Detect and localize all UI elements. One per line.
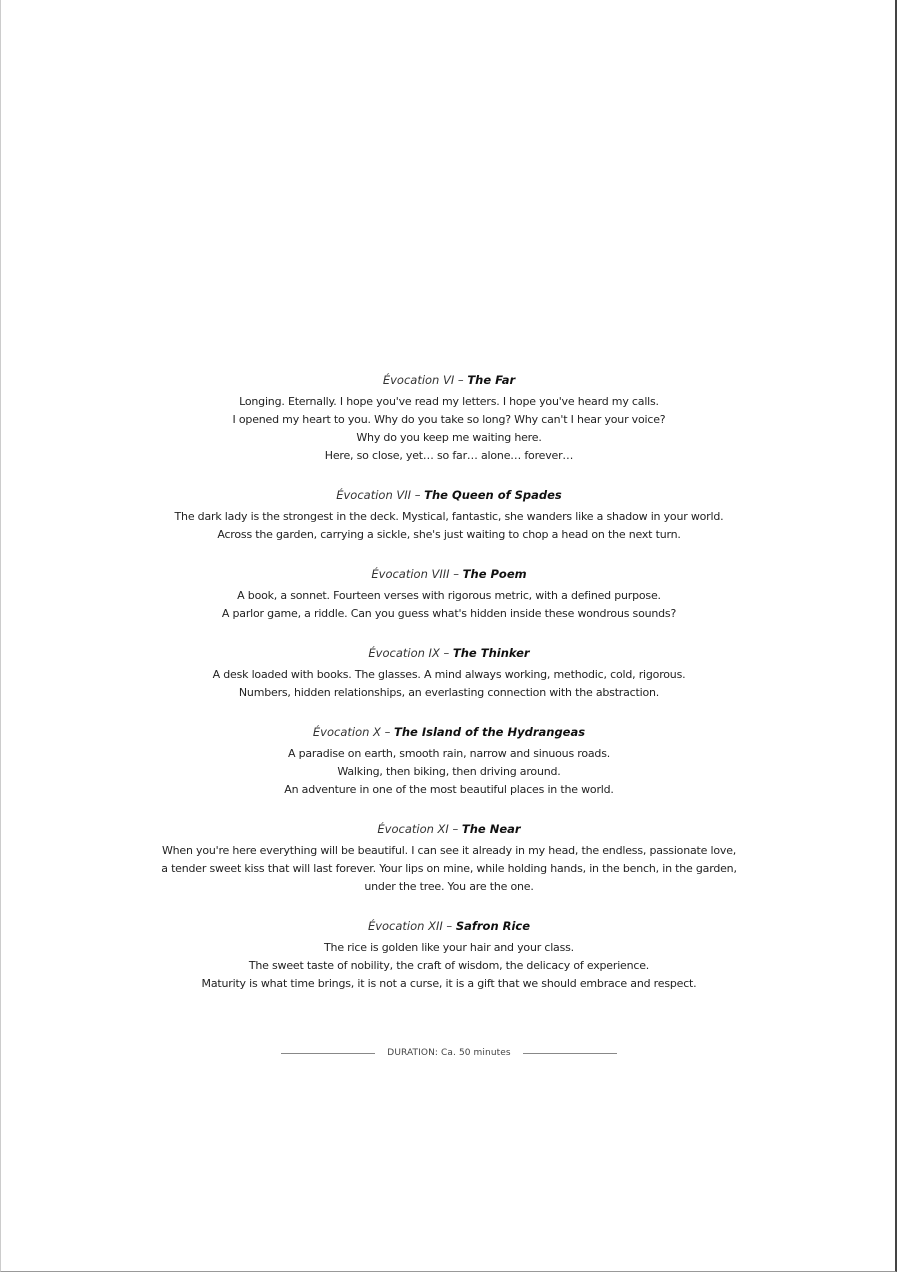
piece-title: The Far xyxy=(467,373,516,387)
text-line: Longing. Eternally. I hope you've read my letters. I hope you've heard my calls. xyxy=(239,395,659,408)
text-line: I opened my heart to you. Why do you take so long? Why can't I hear your voice? xyxy=(232,413,666,426)
text-line: The dark lady is the strongest in the deck. Mystical, fantastic, she wanders like a shadow in your world. xyxy=(174,510,724,523)
piece-title: The Thinker xyxy=(452,646,530,660)
text-line: under the tree. You are the one. xyxy=(364,880,534,893)
evocation-number: Évocation VII xyxy=(336,488,412,502)
text-line: Walking, then biking, then driving around. xyxy=(337,765,561,778)
text-line: The rice is golden like your hair and your class. xyxy=(324,941,574,954)
piece-title: The Poem xyxy=(462,567,527,581)
evocation-number: Évocation XI xyxy=(377,822,449,836)
text-line: a tender sweet kiss that will last forever. Your lips on mine, while holding hands, in the bench, in the garden, xyxy=(161,862,737,875)
section-heading xyxy=(0,918,898,934)
evocation-number: Évocation XII xyxy=(367,919,443,933)
text-line: An adventure in one of the most beautiful places in the world. xyxy=(284,783,614,796)
section-evocation-ix xyxy=(0,645,898,702)
heading-separator: – xyxy=(446,919,453,933)
section-heading xyxy=(0,487,898,503)
text-line: A parlor game, a riddle. Can you guess what's hidden inside these wondrous sounds? xyxy=(221,607,677,620)
heading-separator: – xyxy=(414,488,421,502)
evocation-number: Évocation VI xyxy=(382,373,455,387)
piece-title: Safron Rice xyxy=(455,919,531,933)
text-line: A book, a sonnet. Fourteen verses with rigorous metric, with a defined purpose. xyxy=(237,589,661,602)
heading-separator: – xyxy=(453,567,459,581)
section-evocation-xii xyxy=(0,918,898,993)
section-heading xyxy=(0,724,898,740)
section-heading xyxy=(0,645,898,661)
heading-separator: – xyxy=(457,373,464,387)
section-evocation-vii xyxy=(0,487,898,544)
text-line: When you're here everything will be beautiful. I can see it already in my head, the endless, passionate love, xyxy=(161,844,737,857)
section-heading xyxy=(0,372,898,388)
heading-separator: – xyxy=(443,646,450,660)
duration-label: DURATION: Ca. 50 minutes xyxy=(387,1048,511,1058)
duration-footer xyxy=(0,1048,898,1058)
piece-title: The Near xyxy=(461,822,521,836)
text-line: A paradise on earth, smooth rain, narrow and sinuous roads. xyxy=(287,747,611,760)
text-line: Numbers, hidden relationships, an everlasting connection with the abstraction. xyxy=(238,686,660,699)
evocation-number: Évocation VIII xyxy=(371,567,450,581)
section-heading xyxy=(0,566,898,582)
section-evocation-xi xyxy=(0,821,898,896)
section-heading xyxy=(0,821,898,837)
text-line: A desk loaded with books. The glasses. A mind always working, methodic, cold, rigorous. xyxy=(212,668,686,681)
divider-right xyxy=(523,1053,617,1054)
text-line: Here, so close, yet… so far… alone… forever… xyxy=(324,449,574,462)
divider-left xyxy=(281,1053,375,1054)
program-notes xyxy=(0,372,898,1015)
section-evocation-viii xyxy=(0,566,898,623)
section-evocation-vi xyxy=(0,372,898,465)
text-line: Why do you keep me waiting here. xyxy=(356,431,542,444)
evocation-number: Évocation IX xyxy=(368,646,440,660)
section-evocation-x xyxy=(0,724,898,799)
text-line: The sweet taste of nobility, the craft of wisdom, the delicacy of experience. xyxy=(248,959,650,972)
text-line: Maturity is what time brings, it is not a curse, it is a gift that we should embrace and respect. xyxy=(201,977,697,990)
heading-separator: – xyxy=(384,725,391,739)
evocation-number: Évocation X xyxy=(312,725,381,739)
text-line: Across the garden, carrying a sickle, she's just waiting to chop a head on the next turn. xyxy=(217,528,681,541)
piece-title: The Island of the Hydrangeas xyxy=(394,725,586,739)
piece-title: The Queen of Spades xyxy=(424,488,562,502)
heading-separator: – xyxy=(452,822,459,836)
